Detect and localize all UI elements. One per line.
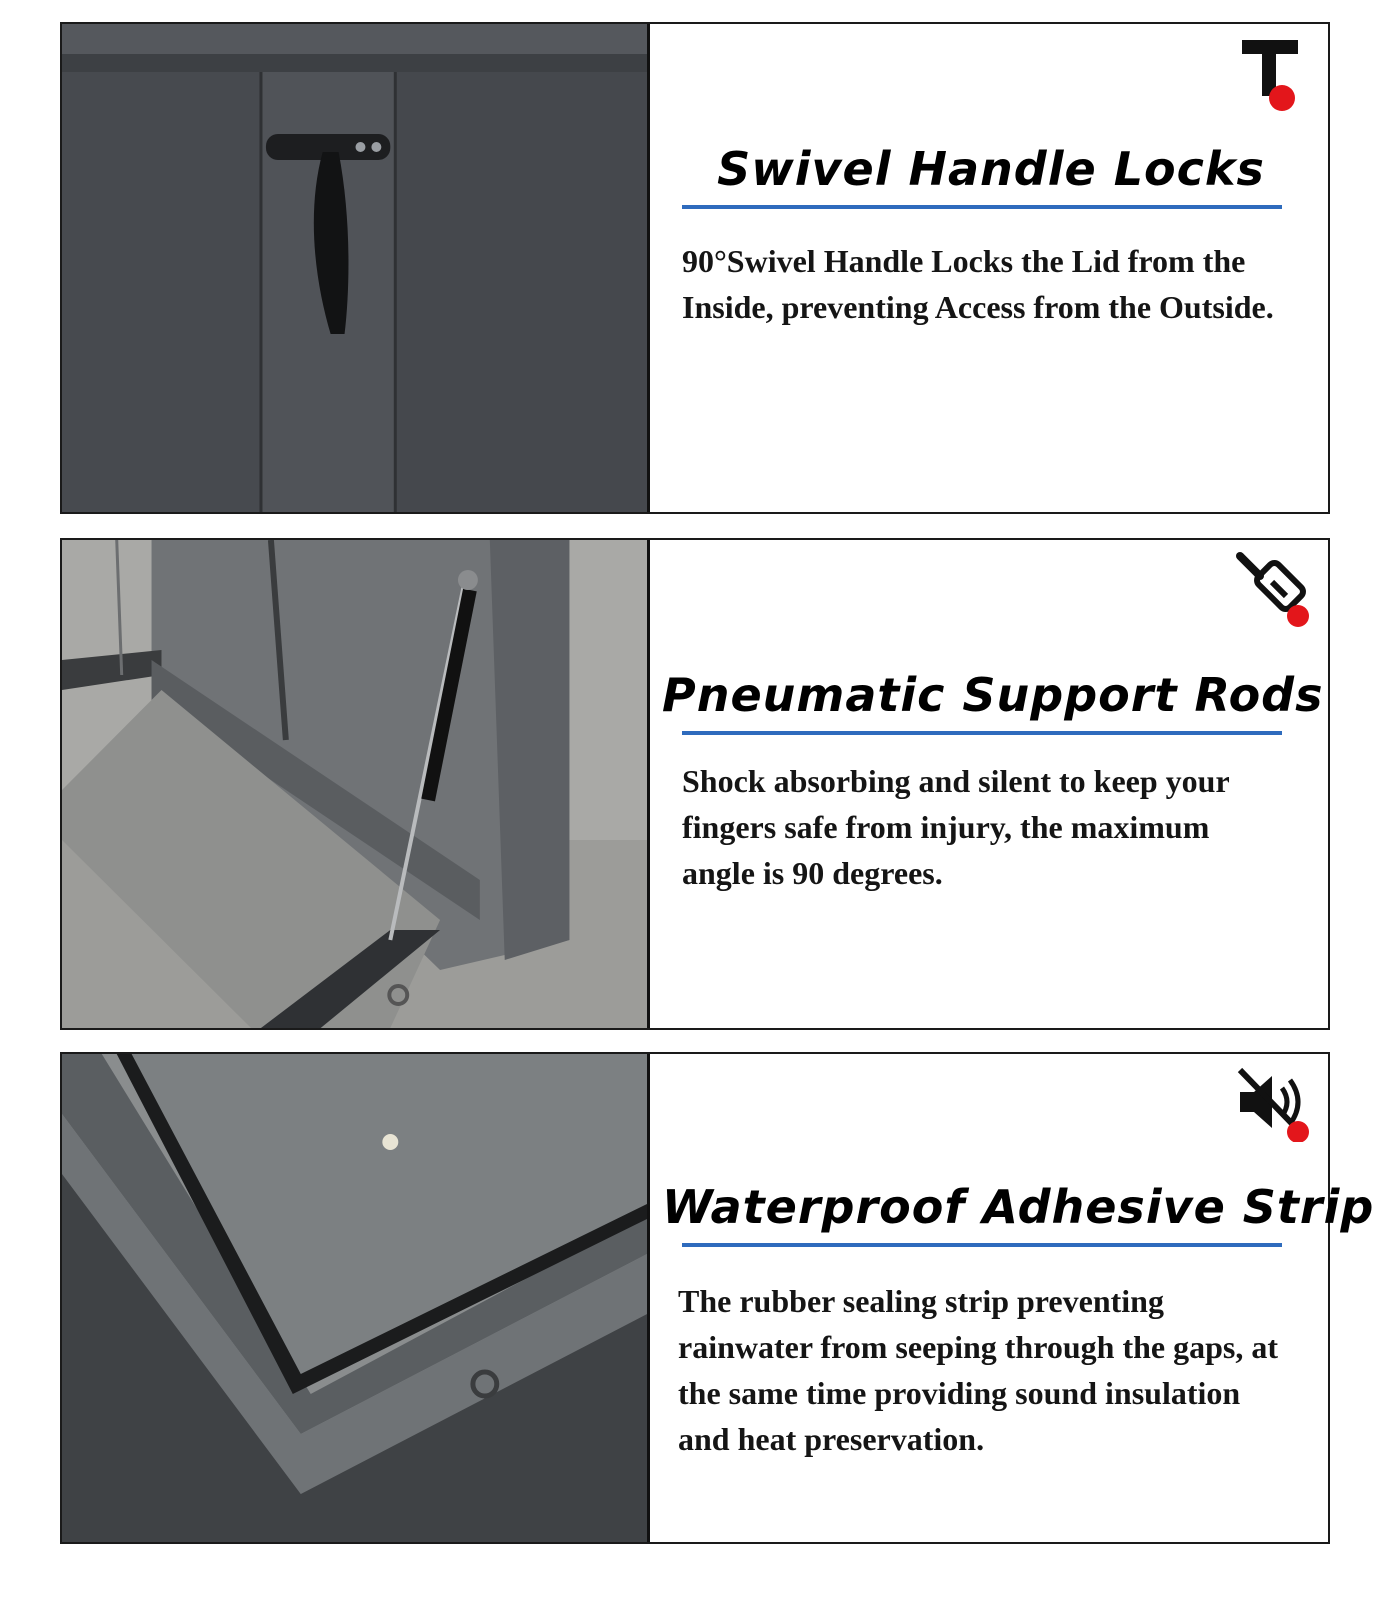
feature-description: Shock absorbing and silent to keep your fingers safe from injury, the maximum angle is 90 degrees. [682, 763, 1230, 891]
feature-description: The rubber sealing strip preventing rainwater from seeping through the gaps, at the same time providing sound insulation and heat preservation. [678, 1283, 1278, 1457]
swivel-handle-icon [1234, 32, 1314, 112]
title-underline [682, 1243, 1282, 1247]
feature-text-area [650, 540, 1328, 1028]
feature-panel-waterproof-strip [60, 1052, 1375, 1544]
support-rod-photo [62, 540, 650, 1028]
gas-strut-icon [1234, 548, 1314, 628]
feature-panel-pneumatic-rods [60, 538, 1330, 1030]
feature-title: Swivel Handle Locks [717, 142, 1265, 196]
feature-panel-swivel-handle [60, 22, 1330, 514]
feature-text-area [650, 24, 1328, 512]
title-underline [682, 731, 1282, 735]
handle-lock-photo [62, 24, 650, 512]
seal-strip-photo [62, 1054, 650, 1542]
feature-title: Pneumatic Support Rods [662, 668, 1324, 722]
mute-speaker-icon [1234, 1062, 1314, 1142]
feature-description: 90°Swivel Handle Locks the Lid from the Inside, preventing Access from the Outside. [682, 243, 1274, 325]
title-underline [682, 205, 1282, 209]
feature-text-area [650, 1054, 1375, 1542]
feature-title: Waterproof Adhesive Strip [662, 1180, 1375, 1234]
